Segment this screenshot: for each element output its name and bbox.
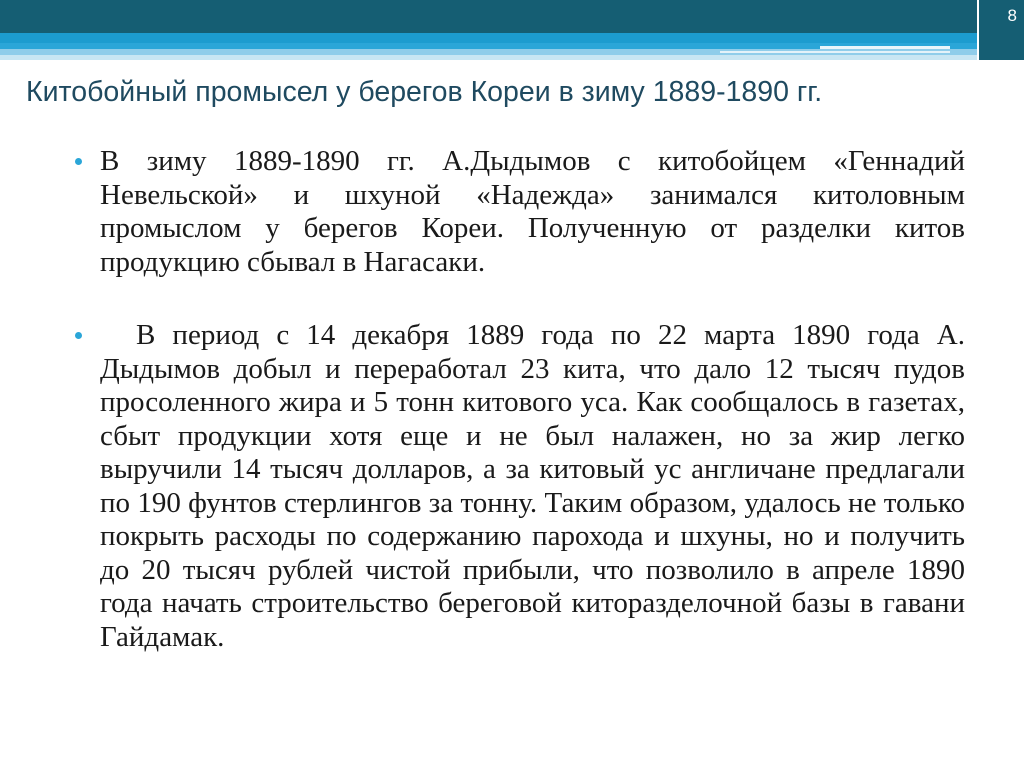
slide-title: Китобойный промысел у берегов Кореи в зиму 1889-1890 гг. <box>26 76 823 108</box>
slide-number: 8 <box>1007 6 1017 25</box>
bullet-text-content: В период с 14 декабря 1889 года по 22 марта 1890 года А. Дыдымов добыл и переработал 23 кита, что дало 12 тысяч пудов просоленного жира и 5 тонн китового уса. Как сообщалось в газетах, сбыт продукции хотя еще и не был налажен, но за жир легко выручили 14 тысяч долларов, а за китовый ус англичане предлагали по 190 фунтов стерлингов за тонну. Таким образом, удалось не только покрыть расходы по содержанию парохода и шхуны, но и получить до 20 тысяч рублей чистой прибыли, что позволило в апреле 1890 года начать строительство береговой киторазделочной базы в гавани Гайдамак. <box>100 319 965 653</box>
bullet-item <box>70 319 965 654</box>
bullet-text: В зиму 1889-1890 гг. А.Дыдымов с китобойцем «Геннадий Невельской» и шхуной «Надежда» занимался китоловным промыслом у берегов Кореи. Полученную от разделки китов продукцию сбывал в Нагасаки. <box>100 145 965 278</box>
header-highlight-line-2 <box>720 51 950 53</box>
bullet-text <box>100 319 965 654</box>
header-bar-dark <box>0 0 1024 33</box>
bullet-dot-icon <box>75 158 82 165</box>
header-bar-pale-2 <box>0 55 1024 60</box>
header-highlight-line <box>820 46 950 49</box>
header-bar-accent <box>0 33 1024 43</box>
bullet-list <box>70 145 965 654</box>
bullet-item <box>70 145 965 279</box>
bullet-dot-icon <box>75 332 82 339</box>
